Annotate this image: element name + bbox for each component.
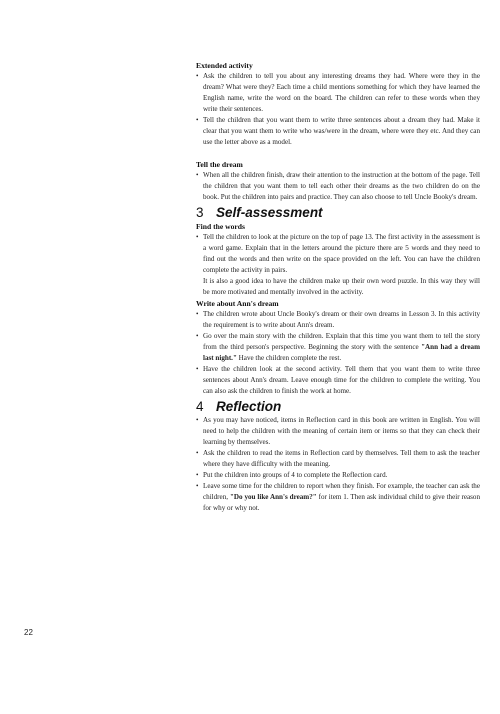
example-sentence: "Ann had a dream last night.": [203, 343, 480, 362]
section-number: 3: [196, 205, 204, 220]
item-text: for item 1. Then ask individual child to give their reason for why or why not.: [203, 493, 481, 512]
reflection-list: [196, 415, 480, 514]
write-about-list: [196, 309, 480, 397]
list-item: • Tell the children that you want them to write three sentences about a dream they had. Make it clear that you want them to write who was/were in the dream, where were they etc. And they can use the letter above as a model.: [196, 115, 480, 148]
section-number: 4: [196, 399, 204, 414]
list-item: • As you may have noticed, items in Reflection card in this book are written in English. You will need to help the children with the meaning of certain item or items so that they can check their learning by themselves.: [196, 415, 480, 448]
list-item: • Ask the children to tell you about any interesting dreams they had. Where were they in the dream? What were they? Each time a child mentions something for which they have learned the English name, write the word on the board. The children can refer to these words when they write their sentences.: [196, 71, 480, 115]
find-the-words-note: It is also a good idea to have the children make up their own word puzzle. In this way they will be more motivated and mentally involved in the activity.: [203, 277, 480, 296]
section-title: Reflection: [216, 399, 282, 414]
example-question: "Do you like Ann's dream?": [229, 493, 317, 501]
section-4-heading: [196, 401, 480, 412]
find-the-words-heading: Find the words: [196, 222, 245, 231]
extended-activity-heading: Extended activity: [196, 61, 253, 70]
list-item: • The children wrote about Uncle Booky's dream or their own dreams in Lesson 3. In this activity the requirement is to write about Ann's dream.: [196, 309, 480, 331]
page-number: 22: [24, 628, 33, 637]
write-about-heading: Write about Ann's dream: [196, 299, 279, 308]
list-item: • Ask the children to read the items in Reflection card by themselves. Tell them to ask the teacher where they have difficulty with the meaning.: [196, 448, 480, 470]
item-text: Have the children complete the rest.: [236, 354, 342, 362]
list-item: • Tell the children to look at the picture on the top of page 13. The first activity in the assessment is a word game. Explain that in the letters around the picture there are 5 words and they need to find out the words and then write on the space provided on the left. You can have the children complete the activity in pairs.: [196, 232, 480, 276]
tell-the-dream-heading: Tell the dream: [196, 160, 243, 169]
list-item: [196, 481, 480, 514]
list-item: • Have the children look at the second activity. Tell them that you want them to write three sentences about Ann's dream. Leave enough time for the children to complete the writing. You can also ask the children to finish the work at home.: [196, 364, 480, 397]
find-the-words-list: [196, 232, 480, 276]
list-item: [196, 331, 480, 364]
item-text: Leave some time for the children to report when they finish. For example, the teacher can ask the children,: [203, 482, 480, 501]
section-title: Self-assessment: [216, 205, 323, 220]
item-text: Go over the main story with the children. Explain that this time you want them to tell the story from the third person's perspective. Beginning the story with the sentence: [203, 332, 480, 351]
list-item: • When all the children finish, draw their attention to the instruction at the bottom of the page. Tell the children that you want them to tell each other their dreams as the two children do on the book. Put the children into pairs and practice. They can also choose to tell Uncle Booky's dream.: [196, 170, 480, 203]
extended-activity-list: [196, 71, 480, 148]
section-3-heading: [196, 207, 480, 218]
list-item: • Put the children into groups of 4 to complete the Reflection card.: [196, 470, 480, 481]
tell-the-dream-list: [196, 170, 480, 203]
page-content: [196, 60, 480, 514]
